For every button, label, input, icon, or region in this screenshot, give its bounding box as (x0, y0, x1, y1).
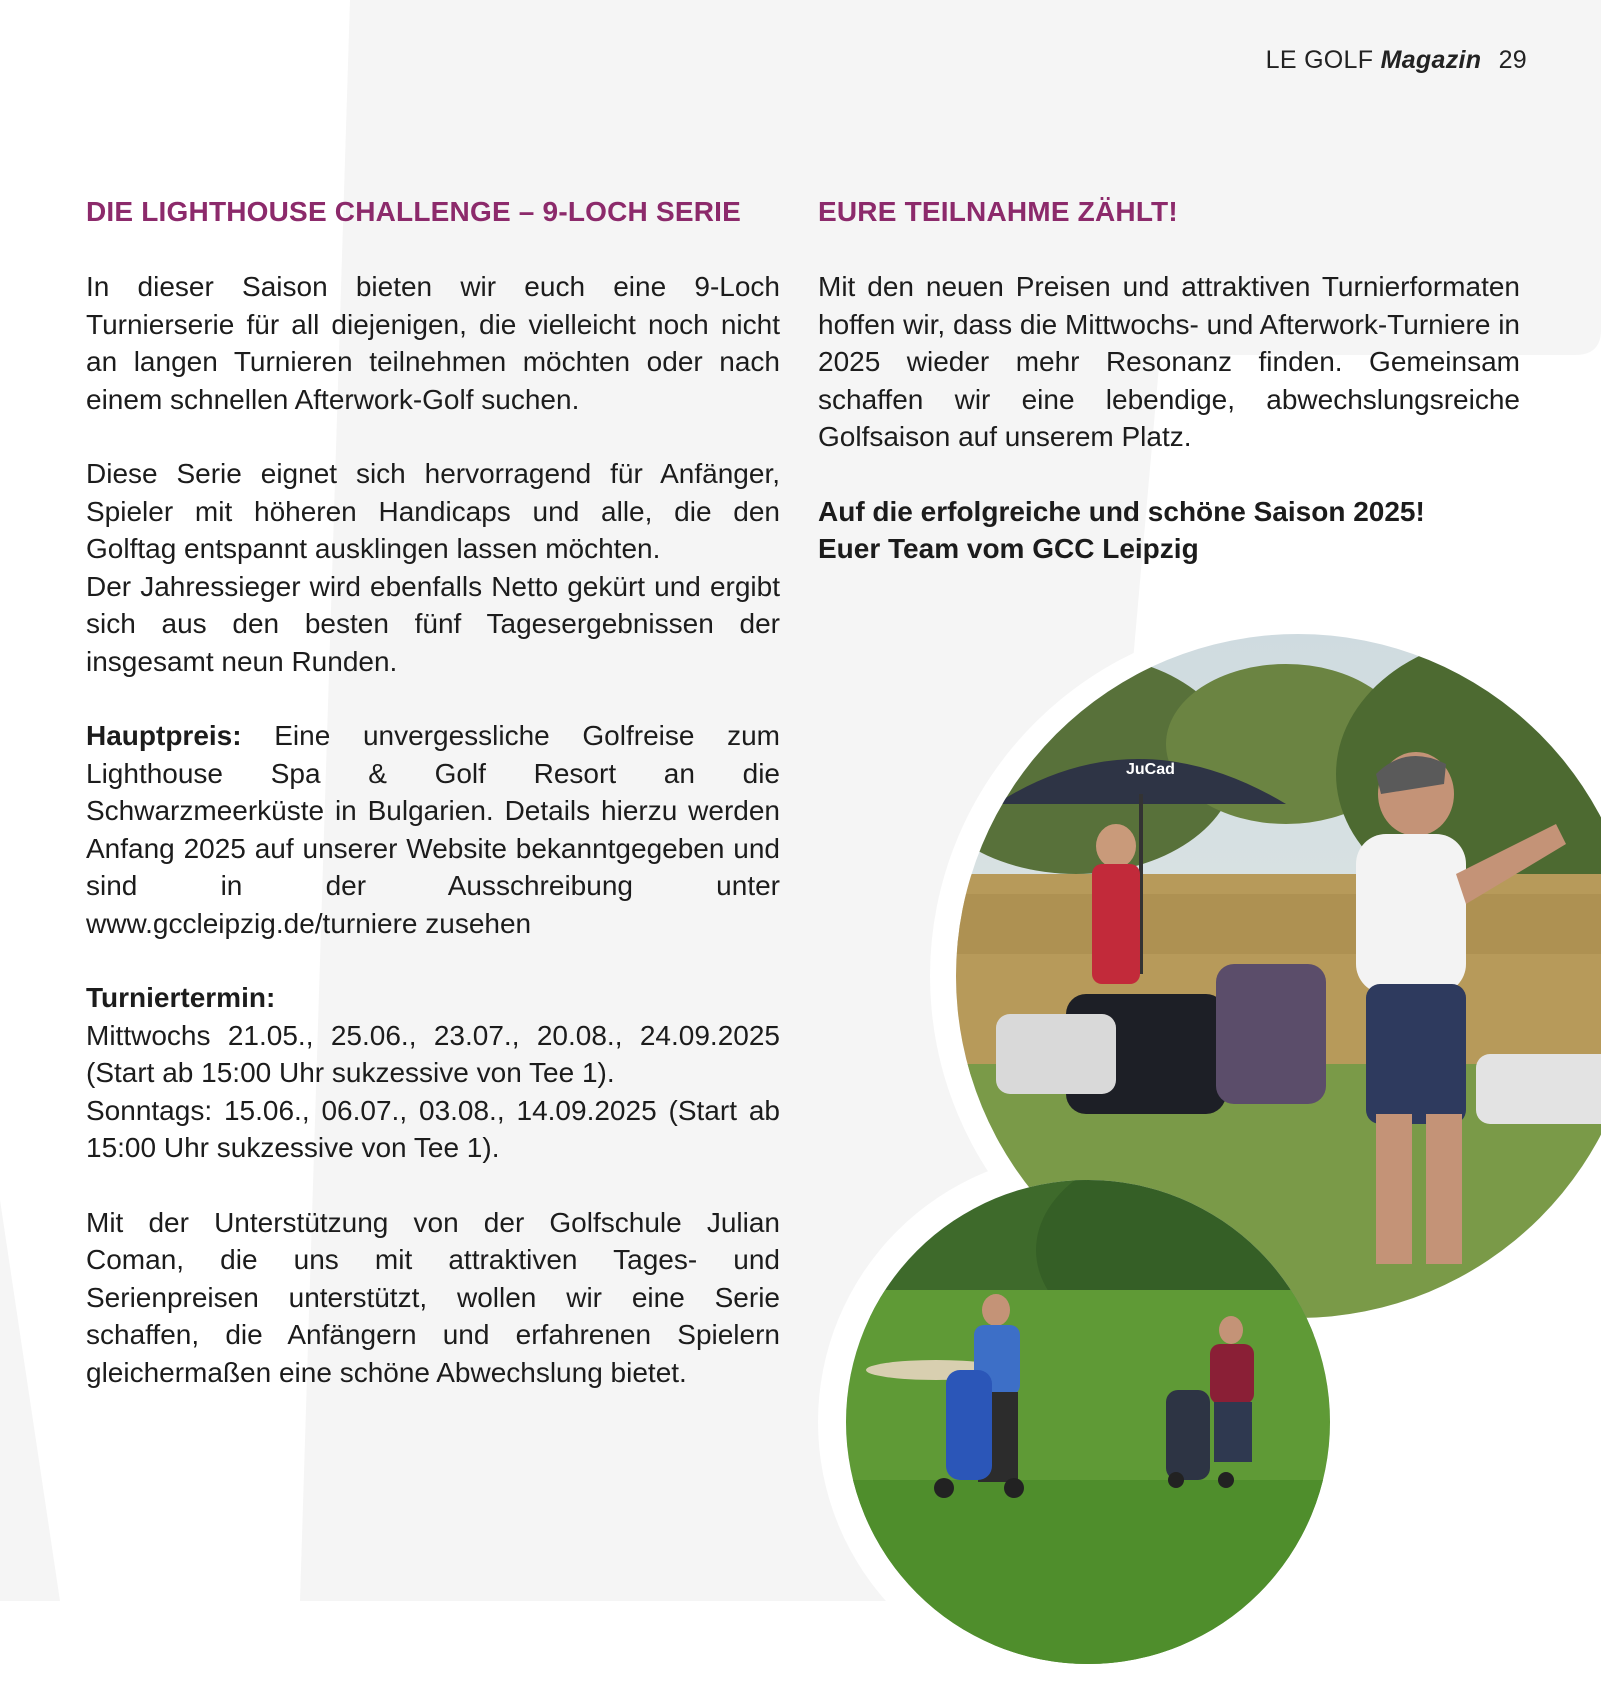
closing-line-2: Euer Team vom GCC Leipzig (818, 533, 1199, 564)
magazine-prefix: LE GOLF (1265, 46, 1374, 74)
right-column (818, 196, 1520, 568)
prize-text: Eine unvergessliche Golfreise zum Lighthouse Spa & Golf Resort an die Schwarzmeerküste in Bulgarien. Details hierzu werden Anfang 2025 auf unserer Website bekanntgegeben und sind in der Ausschreibung unter www.gccleipzig.de/turniere zusehen (86, 720, 780, 939)
right-heading: EURE TEILNAHME ZÄHLT! (818, 196, 1178, 227)
page-header (1266, 46, 1527, 75)
prize-label: Hauptpreis: (86, 720, 242, 751)
suitability-paragraph: Diese Serie eignet sich hervorragend für Anfänger, Spieler mit höheren Handicaps und alle, die den Golftag entspannt ausklingen lassen möchten. (86, 458, 780, 564)
magazine-title: Magazin (1380, 46, 1482, 74)
left-column (86, 196, 780, 1391)
closing-line-1: Auf die erfolgreiche und schöne Saison 2025! (818, 495, 1425, 527)
page-number: 29 (1498, 46, 1527, 74)
prize-paragraph (86, 717, 780, 942)
dates-wednesday: Mittwochs 21.05., 25.06., 23.07., 20.08., 24.09.2025 (Start ab 15:00 Uhr sukzessive von Tee 1). (86, 1019, 780, 1088)
support-paragraph: Mit der Unterstützung von der Golfschule Julian Coman, die uns mit attraktiven Tages- und Serienpreisen unterstützt, wollen wir eine Serie schaffen, die Anfängern und erfahrenen Spielern gleichermaßen eine schöne Abwechslung bietet. (86, 1206, 780, 1388)
winner-paragraph: Der Jahressieger wird ebenfalls Netto gekürt und ergibt sich aus den besten fünf Tagesergebnissen der insgesamt neun Runden. (86, 570, 780, 677)
intro-paragraph: In dieser Saison bieten wir euch eine 9-Loch Turnierserie für all diejenigen, die vielleicht noch nicht an langen Turnieren teilnehmen möchten oder nach einem schnellen Afterwork-Golf suchen. (86, 271, 780, 415)
umbrella-brand-text: JuCad (1126, 761, 1175, 778)
photo-golfers-walking (846, 1180, 1330, 1664)
participation-paragraph: Mit den neuen Preisen und attraktiven Turnierformaten hoffen wir, dass die Mittwochs- und Afterwork-Turniere in 2025 wieder mehr Resonanz finden. Gemeinsam schaffen wir eine lebendige, abwechslungsreiche Golfsaison auf unserem Platz. (818, 271, 1520, 452)
left-heading: DIE LIGHTHOUSE CHALLENGE – 9-LOCH SERIE (86, 196, 741, 227)
dates-sunday: Sonntags: 15.06., 06.07., 03.08., 14.09.2025 (Start ab 15:00 Uhr sukzessive von Tee 1). (86, 1094, 780, 1163)
dates-label: Turniertermin: (86, 982, 276, 1013)
